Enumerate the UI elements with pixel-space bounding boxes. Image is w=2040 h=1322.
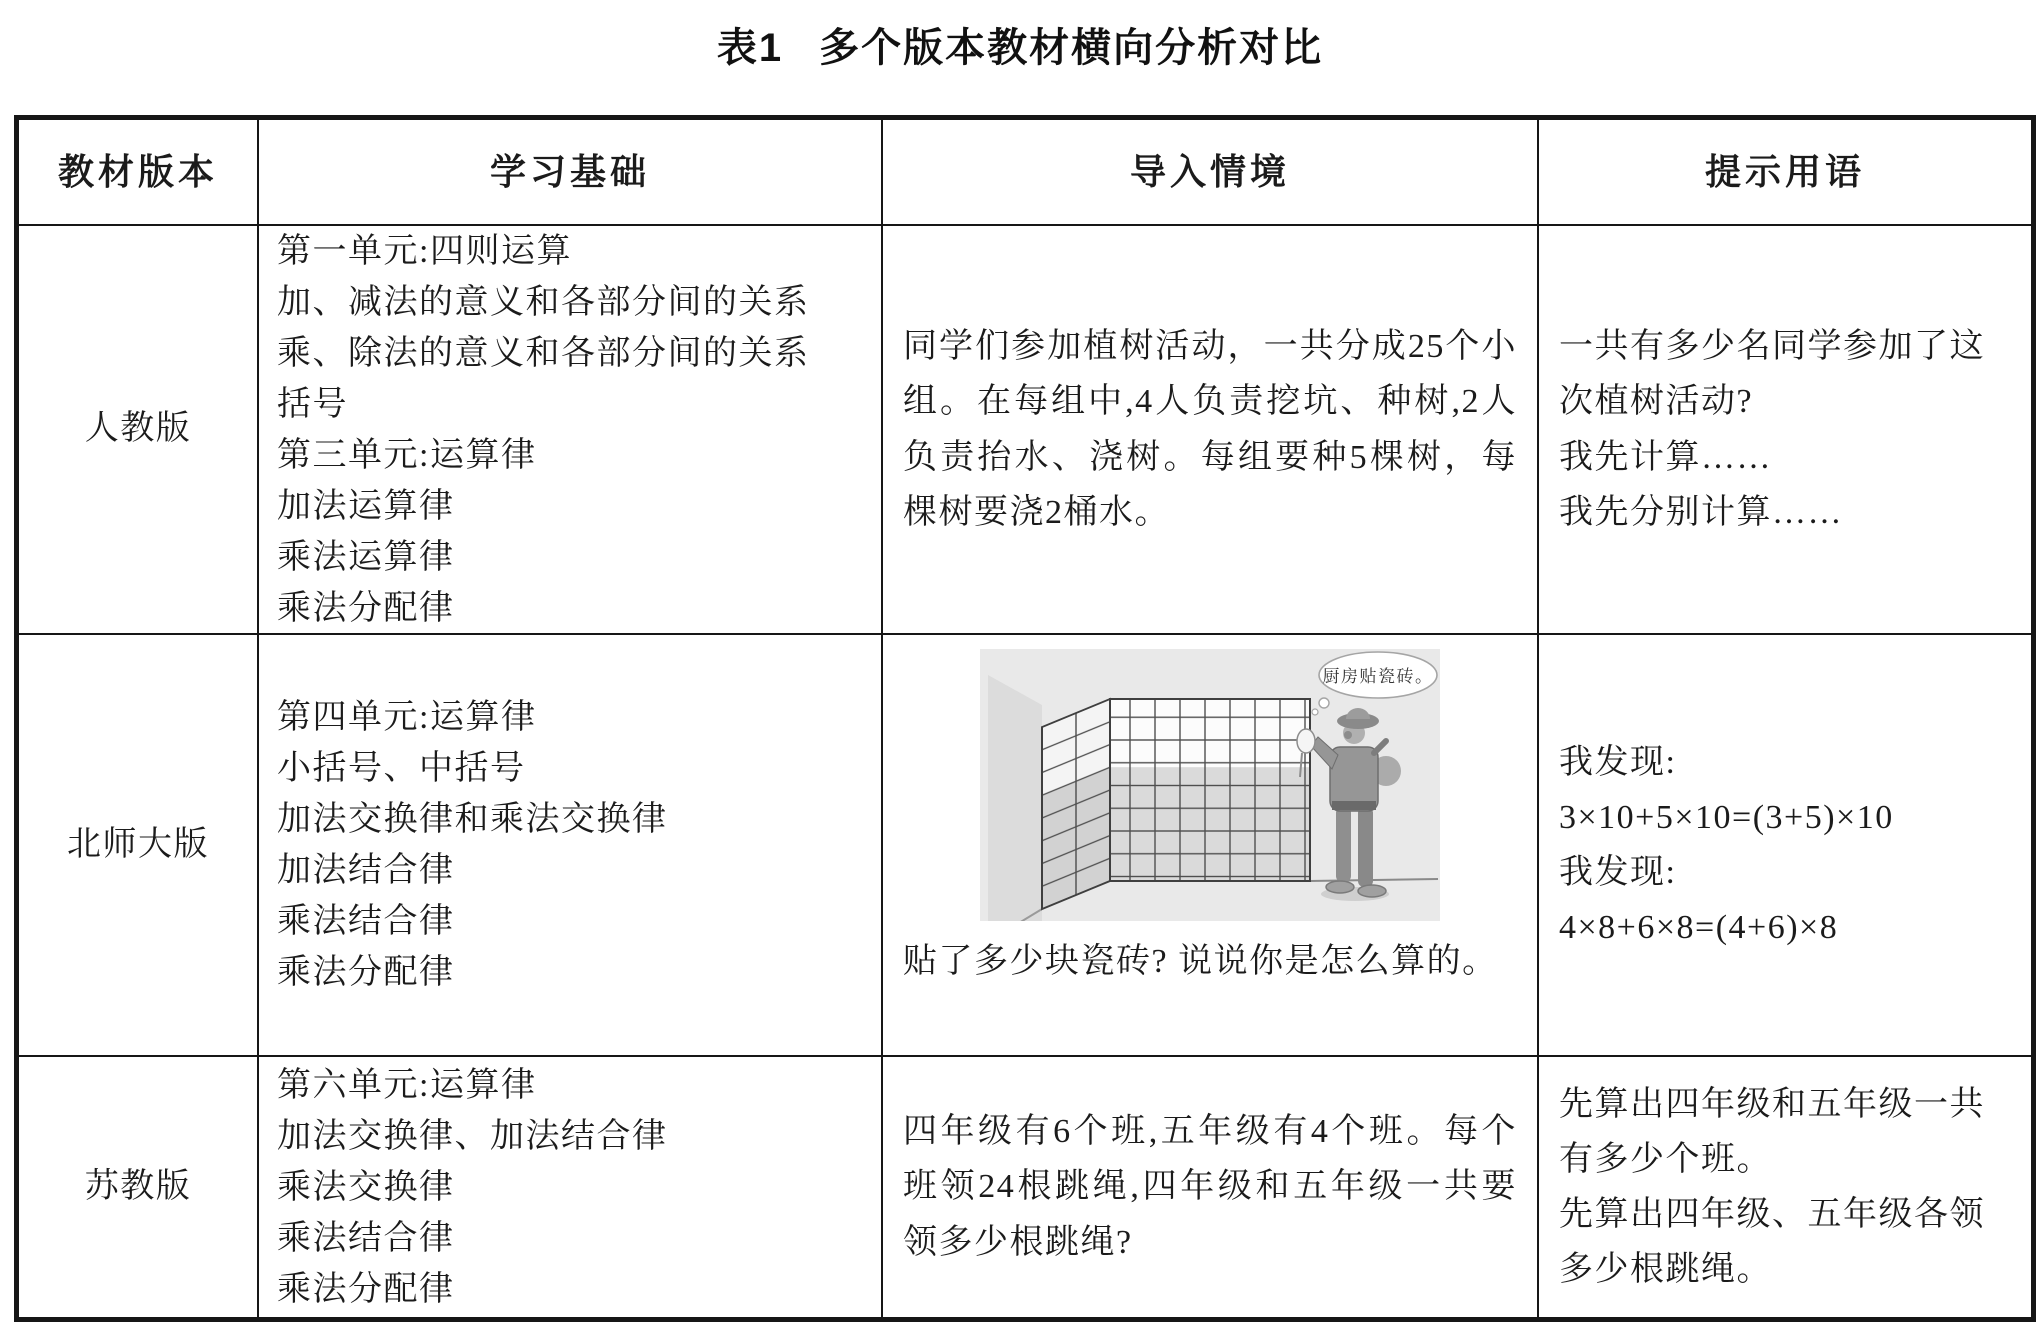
foundation-line: 乘法分配律 [277,589,455,627]
foundation-beishida [259,635,883,1057]
table-title [0,16,2040,73]
prompt-line: 先算出四年级、五年级各领多少根跳绳。 [1559,1196,1985,1289]
scenario-renjiao [883,226,1539,635]
foundation-line: 加法交换律和乘法交换律 [277,801,668,838]
prompt-line: 3×10+5×10=(3+5)×10 [1559,798,1894,836]
foundation-line: 第一单元:四则运算 [277,232,572,270]
front-tile-wall [1110,699,1310,881]
header-learning-foundation: 学习基础 [259,120,883,226]
foundation-line: 加法运算律 [277,487,455,525]
prompt-line: 先算出四年级和五年级一共有多少个班。 [1559,1085,1985,1178]
side-tile-wall [1042,699,1110,909]
header-textbook-version: 教材版本 [19,120,259,226]
foundation-line: 乘法分配律 [277,954,455,991]
foundation-line: 第六单元:运算律 [277,1066,537,1104]
foundation-line: 小括号、中括号 [277,750,526,787]
version-beishida: 北师大版 [19,635,259,1057]
foundation-line: 乘法结合律 [277,1219,455,1257]
foundation-renjiao [259,226,883,635]
header-intro-scenario: 导入情境 [883,120,1539,226]
scenario-text: 贴了多少块瓷砖? 说说你是怎么算的。 [903,943,1498,980]
foundation-line: 乘法交换律 [277,1168,455,1206]
prompts-sujiao [1539,1057,2031,1317]
foundation-line: 乘、除法的意义和各部分间的关系 [277,334,810,372]
foundation-line: 第四单元:运算律 [277,699,537,736]
prompts-beishida [1539,635,2031,1057]
prompt-line: 我先计算…… [1559,438,1772,476]
foundation-line: 乘法结合律 [277,903,455,940]
scenario-text: 同学们参加植树活动，一共分成25个小组。在每组中,4人负责挖坑、种树,2人负责抬水、浇树。每组要种5棵树，每棵树要浇2桶水。 [903,328,1517,531]
foundation-line: 加法交换律、加法结合律 [277,1117,668,1155]
foundation-line: 第三单元:运算律 [277,436,537,474]
comparison-table [14,115,2036,1322]
foundation-sujiao [259,1057,883,1317]
scenario-text: 四年级有6个班,五年级有4个班。每个班领24根跳绳,四年级和五年级一共要领多少根跳绳? [903,1113,1517,1261]
table-title-label: 表1 [716,26,784,70]
version-renjiao: 人教版 [19,226,259,635]
version-sujiao: 苏教版 [19,1057,259,1317]
prompts-renjiao [1539,226,2031,635]
foundation-line: 括号 [277,385,348,423]
scenario-beishida [883,635,1539,1057]
left-wall [988,675,1042,921]
prompt-line: 我发现: [1559,743,1677,781]
foundation-line: 加法结合律 [277,852,455,889]
tiling-illustration-wrap [883,649,1537,921]
foundation-line: 乘法分配律 [277,1270,455,1308]
foundation-line: 加、减法的意义和各部分间的关系 [277,283,810,321]
prompt-line: 我先分别计算…… [1559,493,1843,531]
table-title-text: 多个版本教材横向分析对比 [819,26,1324,70]
prompt-line: 一共有多少名同学参加了这次植树活动? [1559,328,1985,421]
speech-bubble-text: 厨房贴瓷砖。 [1322,667,1434,686]
prompt-line: 我发现: [1559,854,1677,891]
prompt-line: 4×8+6×8=(4+6)×8 [1559,909,1839,947]
header-prompt-phrases: 提示用语 [1539,120,2031,226]
foundation-line: 乘法运算律 [277,538,455,576]
scenario-sujiao [883,1057,1539,1317]
tiling-illustration [980,649,1440,921]
